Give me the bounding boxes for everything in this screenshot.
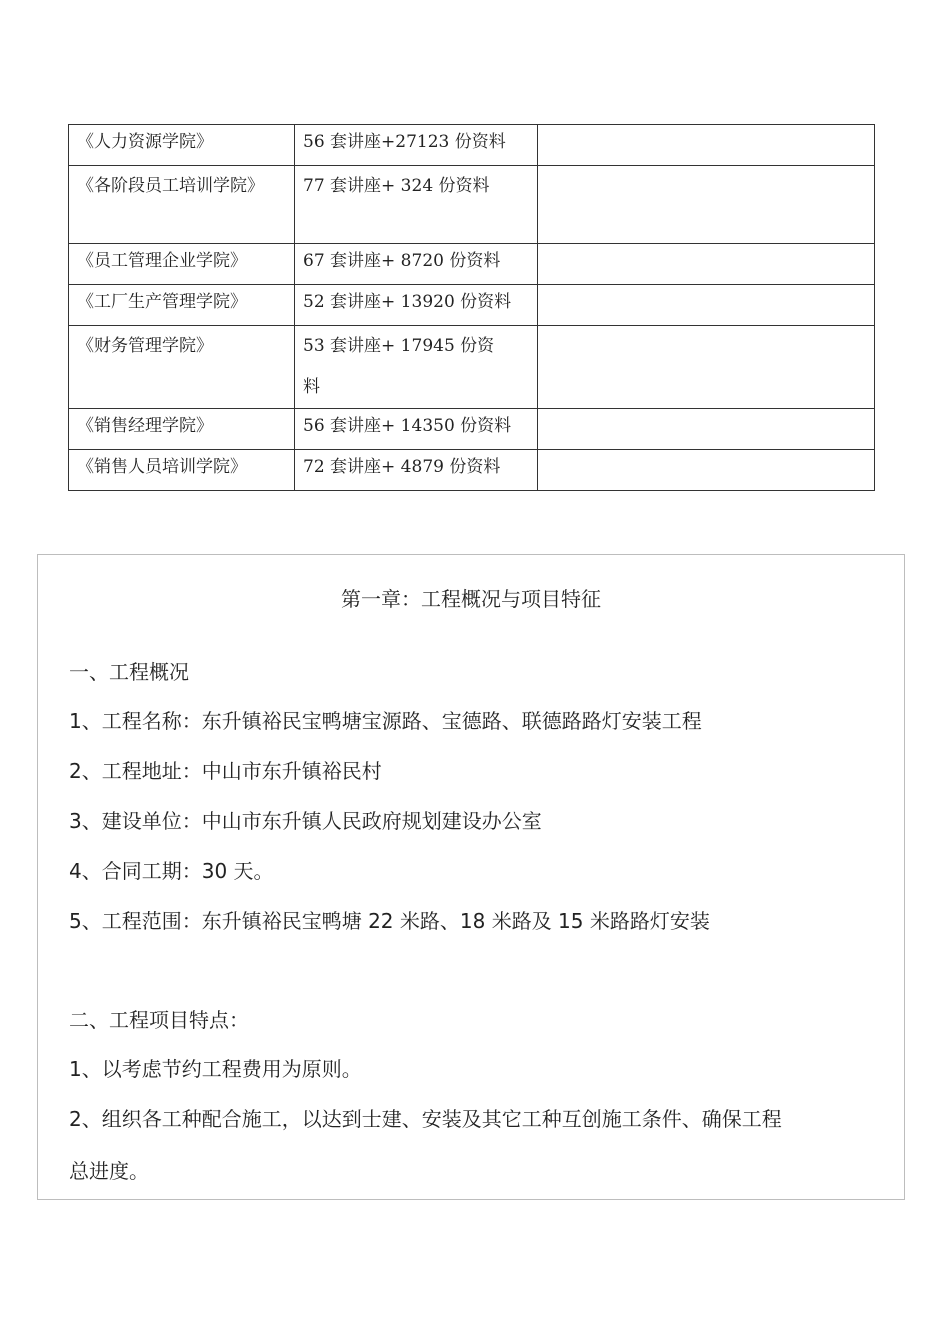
overview-item: 1、工程名称：东升镇裕民宝鸭塘宝源路、宝德路、联德路路灯安装工程 — [69, 709, 702, 733]
academy-content: 53 套讲座+ 17945 份资料 — [295, 326, 538, 409]
chapter-box — [37, 554, 905, 1200]
academy-content: 77 套讲座+ 324 份资料 — [295, 166, 538, 244]
academy-note — [538, 326, 875, 409]
academy-name: 《工厂生产管理学院》 — [69, 285, 295, 326]
table-row — [69, 326, 875, 409]
table-row — [69, 450, 875, 491]
academy-note — [538, 244, 875, 285]
overview-item: 5、工程范围：东升镇裕民宝鸭塘 22 米路、18 米路及 15 米路路灯安装 — [69, 909, 710, 933]
overview-item: 3、建设单位：中山市东升镇人民政府规划建设办公室 — [69, 809, 542, 833]
academy-note — [538, 125, 875, 166]
table-row — [69, 409, 875, 450]
academy-note — [538, 409, 875, 450]
table-row — [69, 285, 875, 326]
academy-note — [538, 450, 875, 491]
academy-note — [538, 166, 875, 244]
feature-item: 总进度。 — [69, 1159, 149, 1183]
academy-name: 《人力资源学院》 — [69, 125, 295, 166]
section-heading: 二、工程项目特点： — [69, 1008, 249, 1032]
resource-table — [68, 124, 875, 491]
table-row — [69, 166, 875, 244]
section-heading: 一、工程概况 — [69, 660, 189, 684]
table-row — [69, 244, 875, 285]
academy-content: 56 套讲座+27123 份资料 — [295, 125, 538, 166]
table-row — [69, 125, 875, 166]
academy-name: 《财务管理学院》 — [69, 326, 295, 409]
academy-note — [538, 285, 875, 326]
academy-name: 《员工管理企业学院》 — [69, 244, 295, 285]
chapter-title: 第一章：工程概况与项目特征 — [341, 587, 601, 611]
academy-content: 72 套讲座+ 4879 份资料 — [295, 450, 538, 491]
academy-content: 52 套讲座+ 13920 份资料 — [295, 285, 538, 326]
academy-name: 《各阶段员工培训学院》 — [69, 166, 295, 244]
academy-content: 56 套讲座+ 14350 份资料 — [295, 409, 538, 450]
academy-name: 《销售人员培训学院》 — [69, 450, 295, 491]
feature-item: 1、以考虑节约工程费用为原则。 — [69, 1057, 362, 1081]
academy-content: 67 套讲座+ 8720 份资料 — [295, 244, 538, 285]
overview-item: 4、合同工期：30 天。 — [69, 859, 274, 883]
overview-item: 2、工程地址：中山市东升镇裕民村 — [69, 759, 382, 783]
feature-item: 2、组织各工种配合施工，以达到士建、安装及其它工种互创施工条件、确保工程 — [69, 1107, 782, 1131]
academy-name: 《销售经理学院》 — [69, 409, 295, 450]
